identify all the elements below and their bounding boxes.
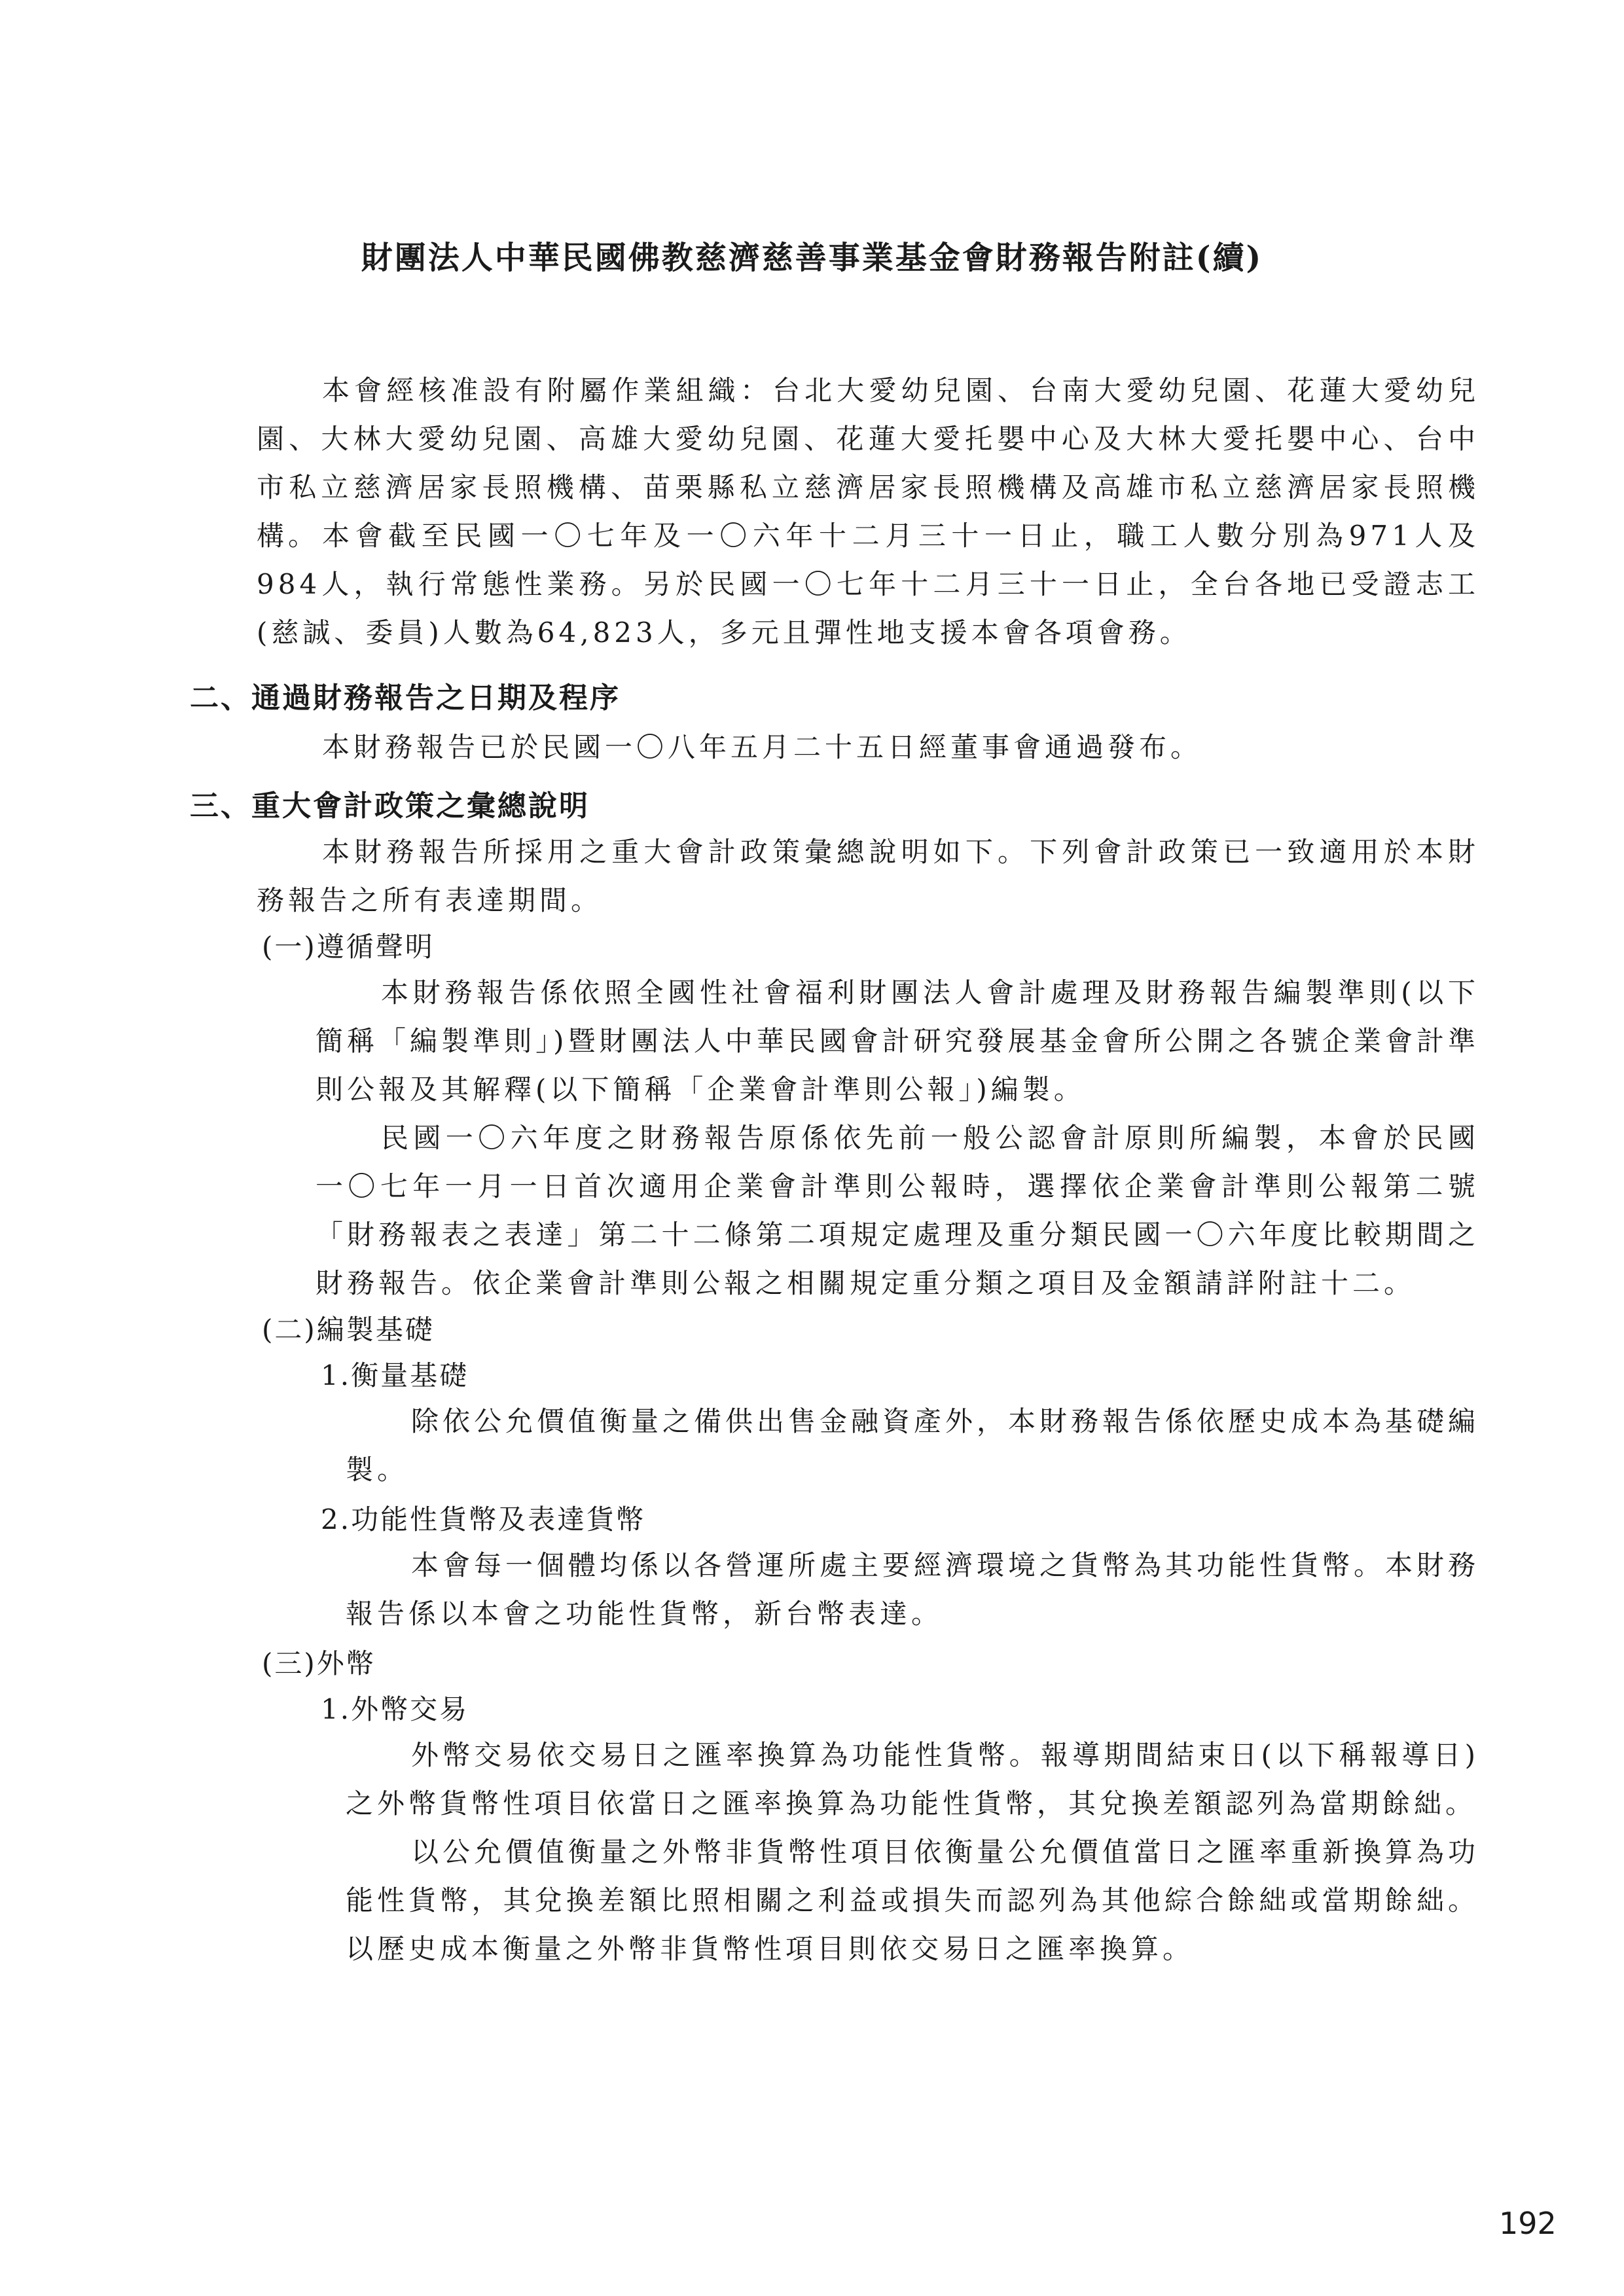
section-3-heading: 三、重大會計政策之彙總說明 (190, 789, 590, 823)
section-2-paragraph: 本財務報告已於民國一〇八年五月二十五日經董事會通過發布。 (322, 731, 1202, 763)
foreign-currency-paragraph-2: 以公允價值衡量之外幣非貨幣性項目依衡量公允價值當日之匯率重新換算為功能性貨幣，其兌換差額比照相關之利益或損失而認列為其他綜合餘絀或當期餘絀。以歷史成本衡量之外幣非貨幣性項目則依交易日之匯率換算。 (346, 1836, 1480, 1965)
section-2-heading: 二、通過財務報告之日期及程序 (190, 681, 621, 715)
compliance-paragraph-2: 民國一〇六年度之財務報告原係依先前一般公認會計原則所編製，本會於民國一〇七年一月一日首次適用企業會計準則公報時，選擇依企業會計準則公報第二號「財務報表之表達」第二十二條第二項規定處理及重分類民國一〇六年度比較期間之財務報告。依企業會計準則公報之相關規定重分類之項目及金額請詳附註十二。 (316, 1122, 1479, 1299)
compliance-paragraph-1: 本財務報告係依照全國性社會福利財團法人會計處理及財務報告編製準則(以下簡稱「編製準則」)暨財團法人中華民國會計研究發展基金會所公開之各號企業會計準則公報及其解釋(以下簡稱「企業會計準則公報」)編製。 (316, 977, 1479, 1105)
intro-paragraph-2: 本會截至民國一〇七年及一〇六年十二月三十一日止，職工人數分別為971人及984人，執行常態性業務。另於民國一〇七年十二月三十一日止，全台各地已受證志工(慈誠、委員)人數為64,823人，多元且彈性地支援本會各項會務。 (257, 520, 1479, 649)
subsection-compliance-heading: (一)遵循聲明 (262, 931, 435, 963)
measurement-basis-heading: 1.衡量基礎 (321, 1359, 469, 1391)
intro-paragraph-1: 本會經核准設有附屬作業組織：台北大愛幼兒園、台南大愛幼兒園、花蓮大愛幼兒園、大林大愛幼兒園、高雄大愛幼兒園、花蓮大愛托嬰中心及大林大愛托嬰中心、台中市私立慈濟居家長照機構、苗栗縣私立慈濟居家長照機構及高雄市私立慈濟居家長照機構。 (257, 374, 1479, 552)
subsection-foreign-currency-heading: (三)外幣 (262, 1647, 376, 1679)
foreign-currency-transactions-heading: 1.外幣交易 (321, 1693, 469, 1725)
measurement-basis-paragraph: 除依公允價值衡量之備供出售金融資產外，本財務報告係依歷史成本為基礎編製。 (346, 1405, 1480, 1486)
document-title: 財團法人中華民國佛教慈濟慈善事業基金會財務報告附註(續) (361, 240, 1263, 276)
subsection-basis-heading: (二)編製基礎 (262, 1314, 435, 1346)
foreign-currency-paragraph-1: 外幣交易依交易日之匯率換算為功能性貨幣。報導期間結束日(以下稱報導日)之外幣貨幣性項目依當日之匯率換算為功能性貨幣，其兌換差額認列為當期餘絀。 (346, 1739, 1479, 1820)
functional-currency-heading: 2.功能性貨幣及表達貨幣 (321, 1503, 646, 1535)
functional-currency-paragraph: 本會每一個體均係以各營運所處主要經濟環境之貨幣為其功能性貨幣。本財務報告係以本會之功能性貨幣，新台幣表達。 (346, 1549, 1480, 1630)
page-number: 192 (1499, 2206, 1557, 2241)
section-3-paragraph: 本財務報告所採用之重大會計政策彙總說明如下。下列會計政策已一致適用於本財務報告之所有表達期間。 (257, 836, 1479, 916)
